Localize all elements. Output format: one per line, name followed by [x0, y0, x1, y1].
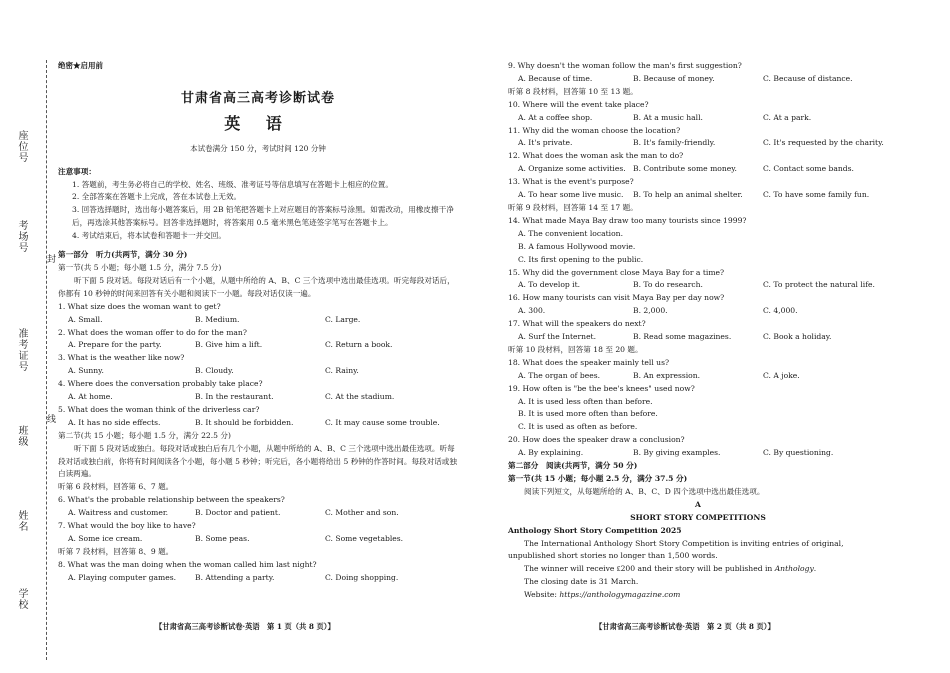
option-a: A. By explaining.: [518, 448, 584, 458]
material-note: 听第 7 段材料，回答第 8、9 题。: [58, 546, 174, 556]
option-c: C. Its first opening to the public.: [518, 254, 644, 264]
option-c: C. 4,000.: [763, 306, 798, 316]
admission-number-label: 准考证号: [16, 328, 27, 372]
option-a: A. To hear some live music.: [518, 190, 624, 200]
question-8-options: [58, 572, 458, 585]
option-c: C. Contact some bands.: [763, 164, 854, 174]
website-url: https://anthologymagazine.com: [559, 590, 681, 600]
option-a: A. It has no side effects.: [68, 417, 161, 427]
notice-title: 注意事项：: [58, 166, 96, 176]
question-7-options: [58, 533, 458, 546]
question-17: 17. What will the speakers do next?: [508, 319, 646, 329]
option-a: A. 300.: [518, 306, 546, 316]
option-a: A. Sunny.: [68, 366, 104, 376]
option-c: C. At the stadium.: [325, 392, 395, 402]
question-16: 16. How many tourists can visit Maya Bay per day now?: [508, 293, 725, 303]
question-20: 20. How does the speaker draw a conclusion?: [508, 435, 685, 445]
option-c: C. Book a holiday.: [763, 332, 832, 342]
question-3-options: [58, 365, 458, 378]
option-a: A. The convenient location.: [518, 228, 623, 238]
option-a: A. At a coffee shop.: [518, 112, 593, 122]
part1-section2-heading: 第二节(共 15 小题；每小题 1.5 分，满分 22.5 分): [58, 430, 231, 440]
question-3: 3. What is the weather like now?: [58, 353, 185, 363]
right-column: [508, 60, 888, 602]
option-a: A. Organize some activities.: [518, 164, 626, 174]
question-1: 1. What size does the woman want to get?: [58, 301, 221, 311]
material-note: 听第 8 段材料，回答第 10 至 13 题。: [508, 86, 638, 96]
question-19: 19. How often is "be the bee's knees" used now?: [508, 383, 695, 393]
question-16-options: [508, 305, 888, 318]
part2-heading: 第二部分 阅读(共两节，满分 50 分): [508, 461, 638, 471]
option-b: B. Some peas.: [195, 534, 250, 543]
part2-section1-heading: 第一节(共 15 小题；每小题 2.5 分，满分 37.5 分): [508, 474, 688, 483]
question-11-options: [508, 137, 888, 150]
question-1-options: [58, 314, 458, 327]
option-a: A. It's private.: [518, 138, 573, 148]
exam-meta: 本试卷满分 150 分，考试时间 120 分钟: [190, 143, 326, 153]
question-4: 4. Where does the conversation probably take place?: [58, 379, 263, 389]
passage-paragraph: [508, 589, 888, 602]
question-15-options: [508, 279, 888, 292]
question-4-options: [58, 391, 458, 404]
notice-item: 3. 回答选择题时，选出每小题答案后，用 2B 铅笔把答题卡上对应题目的答案标号涂黑。如需改动，用橡皮擦干净后，再选涂其他答案标号。回答非选择题时，将答案用 0.5 毫米黑色笔迹签字笔写在答题卡上。: [72, 205, 454, 228]
option-a: A. Surf the Internet.: [518, 332, 597, 342]
option-b: B. Give him a lift.: [195, 340, 263, 350]
option-b: B. To help an animal shelter.: [633, 190, 743, 200]
part1-section1-heading: 第一节(共 5 小题；每小题 1.5 分，满分 7.5 分): [58, 262, 222, 272]
competition-title: Anthology Short Story Competition 2025: [508, 525, 682, 535]
option-a: A. Small.: [68, 314, 103, 324]
option-c: C. It may cause some trouble.: [325, 417, 440, 427]
binding-line: [46, 60, 47, 660]
seat-number-label: 座位号: [16, 130, 27, 163]
option-b: B. It is used more often than before.: [518, 409, 658, 419]
passage-paragraph: The International Anthology Short Story Competition is inviting entries of original, unpublished short stories no longer than 1,500 words.: [508, 538, 844, 561]
option-c: C. To protect the natural life.: [763, 280, 875, 290]
option-a: A. The organ of bees.: [518, 370, 601, 380]
question-8: 8. What was the man doing when the woman called him last night?: [58, 559, 317, 569]
option-c: C. A joke.: [763, 370, 800, 380]
option-a: A. Playing computer games.: [68, 572, 177, 582]
question-20-options: [508, 447, 888, 460]
option-b: B. 2,000.: [633, 306, 668, 316]
part1-section1-instructions: 听下面 5 段对话。每段对话后有一个小题，从题中所给的 A、B、C 三个选项中选出最佳选项。听完每段对话后，你都有 10 秒钟的时间来回答有关小题和阅读下一小题。每段对话仅读一遍。: [58, 275, 455, 298]
exam-room-label: 考场号: [16, 220, 27, 253]
option-c: C. Because of distance.: [763, 73, 853, 83]
name-label: 姓名: [16, 510, 27, 532]
option-a: A. Because of time.: [518, 73, 593, 83]
option-c: C. It is used as often as before.: [518, 422, 638, 432]
question-13-options: [508, 189, 888, 202]
option-c: C. To have some family fun.: [763, 190, 870, 200]
prize-end: .: [813, 564, 817, 574]
notice-item: 4. 考试结束后，将本试卷和答题卡一并交回。: [72, 231, 226, 241]
option-b: B. Doctor and patient.: [195, 508, 281, 518]
option-b: B. Read some magazines.: [633, 332, 732, 342]
subject-title: 英 语: [224, 113, 292, 133]
magazine-name: Anthology: [774, 564, 814, 574]
school-label: 学校: [16, 588, 27, 610]
option-b: B. Attending a party.: [195, 572, 275, 582]
binding-margin: [10, 60, 57, 660]
option-c: C. By questioning.: [763, 448, 834, 458]
part1-heading: 第一部分 听力(共两节，满分 30 分): [58, 250, 188, 260]
passage-title: SHORT STORY COMPETITIONS: [630, 512, 766, 522]
option-a: A. It is used less often than before.: [518, 396, 653, 406]
question-7: 7. What would the boy like to have?: [58, 521, 196, 531]
material-note: 听第 9 段材料，回答第 14 至 17 题。: [508, 202, 638, 212]
option-a: A. To develop it.: [518, 280, 581, 290]
exam-title: 甘肃省高三高考诊断试卷: [180, 90, 335, 106]
question-14: 14. What made Maya Bay draw too many tourists since 1999?: [508, 215, 747, 225]
passage-letter: A: [695, 499, 701, 509]
question-18-options: [508, 370, 888, 383]
option-c: C. Large.: [325, 314, 361, 324]
question-5-options: [58, 417, 458, 430]
question-2-options: [58, 339, 458, 352]
option-b: B. In the restaurant.: [195, 392, 274, 402]
option-c: C. Rainy.: [325, 366, 359, 376]
question-13: 13. What is the event's purpose?: [508, 177, 634, 187]
question-9-options: [508, 73, 888, 86]
option-b: B. By giving examples.: [633, 448, 721, 458]
question-15: 15. Why did the government close Maya Bay for a time?: [508, 267, 725, 277]
option-b: B. An expression.: [633, 370, 701, 380]
option-a: A. At home.: [68, 392, 113, 402]
prize-text: The winner will receive ₤200 and their story will be published in: [524, 564, 775, 574]
question-17-options: [508, 331, 888, 344]
question-18: 18. What does the speaker mainly tell us?: [508, 357, 670, 367]
option-b: B. Because of money.: [633, 73, 715, 83]
option-a: A. Some ice cream.: [68, 534, 143, 543]
option-c: C. Some vegetables.: [325, 534, 404, 543]
question-2: 2. What does the woman offer to do for the man?: [58, 327, 247, 337]
class-label: 班级: [16, 425, 27, 447]
option-c: C. Doing shopping.: [325, 572, 399, 582]
website-label: Website:: [524, 590, 560, 600]
notice-item: 1. 答题前，考生务必将自己的学校、姓名、班级、准考证号等信息填写在答题卡上相应的位置。: [72, 179, 393, 189]
option-c: C. Return a book.: [325, 340, 393, 350]
line-mark: 线: [47, 412, 56, 425]
seal-mark: 封: [47, 252, 56, 265]
question-10-options: [508, 112, 888, 125]
option-b: B. Medium.: [195, 314, 240, 324]
question-6: 6. What's the probable relationship between the speakers?: [58, 495, 285, 505]
footer-left: 【甘肃省高三高考诊断试卷·英语 第 1 页（共 8 页）】: [155, 622, 335, 631]
question-9: 9. Why doesn't the woman follow the man's first suggestion?: [508, 61, 742, 70]
question-5: 5. What does the woman think of the driverless car?: [58, 404, 260, 414]
question-6-options: [58, 507, 458, 520]
question-12: 12. What does the woman ask the man to do?: [508, 151, 684, 161]
material-note: 听第 10 段材料，回答第 18 至 20 题。: [508, 344, 643, 354]
option-b: B. Cloudy.: [195, 366, 234, 376]
option-c: C. Mother and son.: [325, 508, 399, 518]
part2-instructions: 阅读下列短文，从每题所给的 A、B、C、D 四个选项中选出最佳选项。: [524, 486, 765, 496]
passage-paragraph: [508, 563, 888, 576]
question-11: 11. Why did the woman choose the location?: [508, 125, 681, 135]
passage-paragraph: The closing date is 31 March.: [524, 577, 639, 587]
option-b: B. It should be forbidden.: [195, 417, 294, 427]
option-a: A. Prepare for the party.: [68, 340, 162, 350]
question-12-options: [508, 163, 888, 176]
confidential-tag: 绝密★启用前: [58, 61, 103, 70]
footer-right: 【甘肃省高三高考诊断试卷·英语 第 2 页（共 8 页）】: [595, 622, 775, 631]
option-c: C. It's requested by the charity.: [763, 138, 884, 148]
left-column: [58, 60, 458, 585]
option-c: C. At a park.: [763, 112, 812, 122]
notice-item: 2. 全部答案在答题卡上完成，答在本试卷上无效。: [72, 192, 242, 202]
material-note: 听第 6 段材料，回答第 6、7 题。: [58, 482, 174, 492]
part1-section2-instructions: 听下面 5 段对话或独白。每段对话或独白后有几个小题，从题中所给的 A、B、C 三个选项中选出最佳选项。听每段对话或独白前，你将有时间阅读各个小题，每小题 5 秒钟；听完后，各小题将给出 5 秒钟的作答时间。每段对话或独白读两遍。: [58, 443, 457, 479]
option-b: B. A famous Hollywood movie.: [518, 241, 636, 251]
option-b: B. Contribute some money.: [633, 164, 737, 174]
option-b: B. To do research.: [633, 280, 703, 290]
option-b: B. It's family-friendly.: [633, 138, 716, 148]
option-b: B. At a music hall.: [633, 112, 703, 122]
question-10: 10. Where will the event take place?: [508, 99, 649, 109]
option-a: A. Waitress and customer.: [68, 508, 169, 518]
